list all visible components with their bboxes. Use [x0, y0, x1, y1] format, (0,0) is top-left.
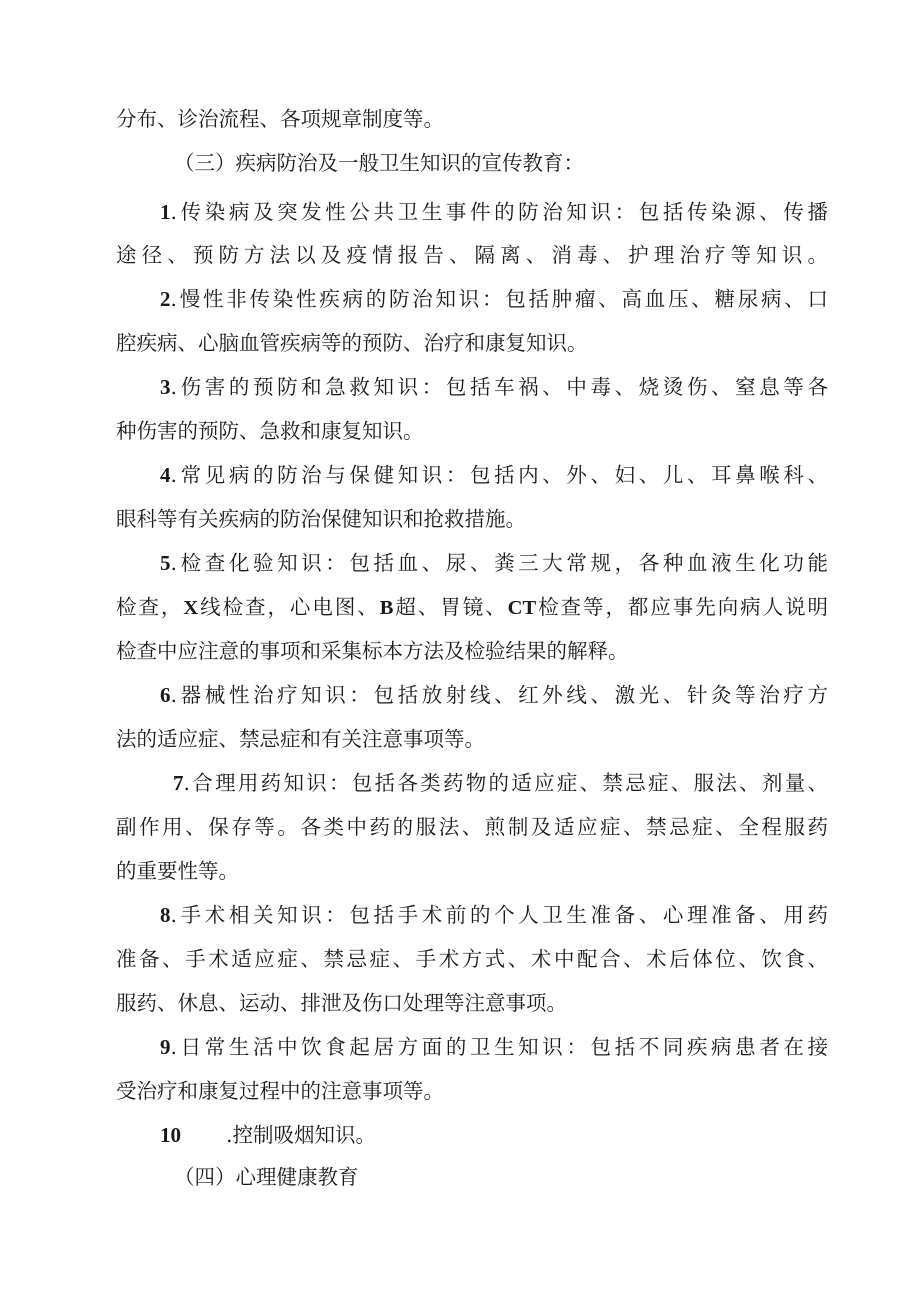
list-item-2: 2.慢性非传染性疾病的防治知识：包括肿瘤、高血压、糖尿病、口 — [160, 287, 828, 311]
list-item-1: 1.传染病及突发性公共卫生事件的防治知识：包括传染源、传播 — [160, 200, 828, 224]
item-number: 1 — [160, 200, 171, 224]
paragraph-line: 种伤害的预防、急救和康复知识。 — [116, 419, 424, 443]
paragraph-line: 腔疾病、心脑血管疾病等的预防、治疗和康复知识。 — [116, 331, 588, 355]
paragraph-line: 服药、休息、运动、排泄及伤口处理等注意事项。 — [116, 991, 567, 1015]
item-number: 3 — [160, 375, 171, 399]
paragraph-line: 分布、诊治流程、各项规章制度等。 — [116, 107, 444, 131]
paragraph-line: 准备、手术适应症、禁忌症、手术方式、术中配合、术后体位、饮食、 — [116, 947, 828, 971]
paragraph-line: 的重要性等。 — [116, 859, 239, 883]
paragraph-line: 副作用、保存等。各类中药的服法、煎制及适应症、禁忌症、全程服药 — [116, 815, 828, 839]
paragraph-line: 检查中应注意的事项和采集标本方法及检验结果的解释。 — [116, 639, 629, 663]
list-item-5: 5.检查化验知识：包括血、尿、粪三大常规，各种血液生化功能 — [160, 551, 828, 575]
item-number: 7 — [173, 771, 184, 795]
paragraph-line: 检查，X线检查，心电图、B超、胃镜、CT检查等，都应事先向病人说明 — [116, 595, 828, 619]
list-item-3: 3.伤害的预防和急救知识：包括车祸、中毒、烧烫伤、窒息等各 — [160, 375, 828, 399]
item-number: 2 — [160, 287, 171, 311]
item-number: 6 — [160, 683, 171, 707]
paragraph-line: 途径、预防方法以及疫情报告、隔离、消毒、护理治疗等知识。 — [116, 243, 828, 267]
paragraph-line: 眼科等有关疾病的防治保健知识和抢救措施。 — [116, 507, 526, 531]
paragraph-line: 法的适应症、禁忌症和有关注意事项等。 — [116, 727, 485, 751]
item-number: 5 — [160, 551, 171, 575]
list-item-7: 7.合理用药知识：包括各类药物的适应症、禁忌症、服法、剂量、 — [173, 771, 828, 795]
list-item-10: 10 .控制吸烟知识。 — [160, 1113, 828, 1157]
section-heading-four: （四）心理健康教育 — [174, 1165, 359, 1189]
section-heading-three: （三）疾病防治及一般卫生知识的宣传教育： — [174, 151, 584, 175]
paragraph-line: 受治疗和康复过程中的注意事项等。 — [116, 1079, 444, 1103]
item-number: 10 — [160, 1123, 181, 1147]
item-number: 9 — [160, 1035, 171, 1059]
list-item-6: 6.器械性治疗知识：包括放射线、红外线、激光、针灸等治疗方 — [160, 683, 828, 707]
item-number: 8 — [160, 903, 171, 927]
list-item-8: 8.手术相关知识：包括手术前的个人卫生准备、心理准备、用药 — [160, 903, 828, 927]
list-item-4: 4.常见病的防治与保健知识：包括内、外、妇、儿、耳鼻喉科、 — [160, 463, 828, 487]
item-number: 4 — [160, 463, 171, 487]
list-item-9: 9.日常生活中饮食起居方面的卫生知识：包括不同疾病患者在接 — [160, 1035, 828, 1059]
